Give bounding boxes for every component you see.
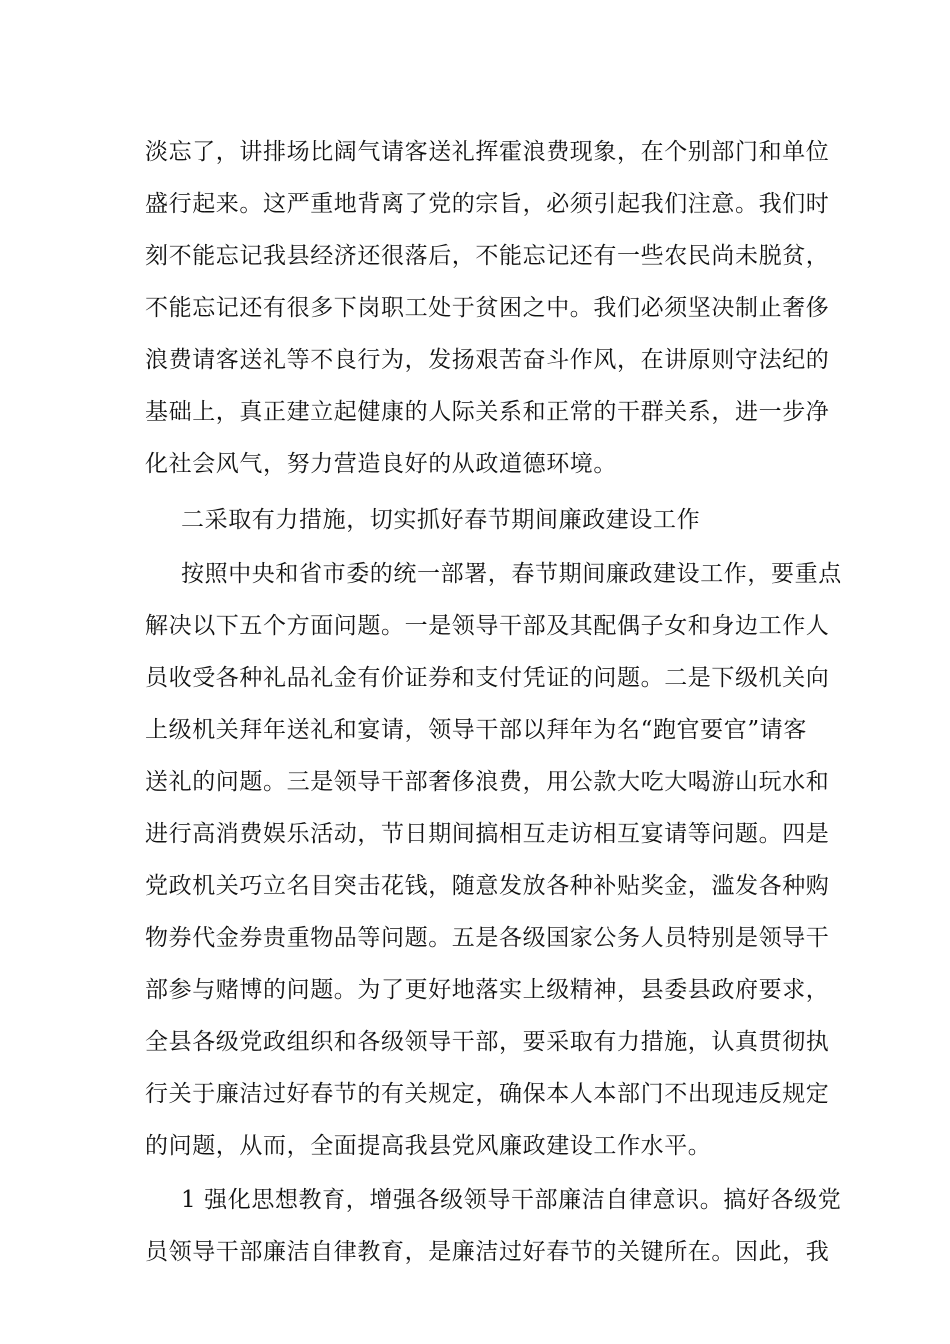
text-line: 全县各级党政组织和各级领导干部，要采取有力措施，认真贯彻执 <box>145 1029 830 1055</box>
text-line: 的问题，从而，全面提高我县党风廉政建设工作水平。 <box>145 1133 712 1159</box>
text-line: 按照中央和省市委的统一部署，春节期间廉政建设工作，要重点 <box>181 561 842 587</box>
section-heading-text: 二采取有力措施，切实抓好春节期间廉政建设工作 <box>181 507 701 533</box>
paragraph-3 <box>145 1174 842 1278</box>
section-heading <box>145 494 805 546</box>
text-line: 盛行起来。这严重地背离了党的宗旨，必须引起我们注意。我们时 <box>145 191 830 217</box>
text-line: 浪费请客送礼等不良行为，发扬艰苦奋斗作风，在讲原则守法纪的 <box>145 347 830 373</box>
text-line: 送礼的问题。三是领导干部奢侈浪费，用公款大吃大喝游山玩水和 <box>145 769 830 795</box>
text-line: 党政机关巧立名目突击花钱，随意发放各种补贴奖金，滥发各种购 <box>145 873 830 899</box>
text-line: 员领导干部廉洁自律教育，是廉洁过好春节的关键所在。因此，我 <box>145 1239 830 1265</box>
text-line: 刻不能忘记我县经济还很落后，不能忘记还有一些农民尚未脱贫， <box>145 243 830 269</box>
text-line: 不能忘记还有很多下岗职工处于贫困之中。我们必须坚决制止奢侈 <box>145 295 830 321</box>
text-line: 淡忘了，讲排场比阔气请客送礼挥霍浪费现象，在个别部门和单位 <box>145 139 830 165</box>
text-line: 基础上，真正建立起健康的人际关系和正常的干群关系，进一步净 <box>145 399 830 425</box>
text-line: 物券代金券贵重物品等问题。五是各级国家公务人员特别是领导干 <box>145 925 830 951</box>
text-line: 上级机关拜年送礼和宴请，领导干部以拜年为名“跑官要官”请客 <box>145 717 807 743</box>
text-line: 1 强化思想教育，增强各级领导干部廉洁自律意识。搞好各级党 <box>181 1187 842 1213</box>
text-line: 行关于廉洁过好春节的有关规定，确保本人本部门不出现违反规定 <box>145 1081 830 1107</box>
text-line: 员收受各种礼品礼金有价证券和支付凭证的问题。二是下级机关向 <box>145 665 830 691</box>
paragraph-1 <box>145 126 830 490</box>
text-line: 解决以下五个方面问题。一是领导干部及其配偶子女和身边工作人 <box>145 613 830 639</box>
text-line: 部参与赌博的问题。为了更好地落实上级精神，县委县政府要求， <box>145 977 830 1003</box>
text-line: 化社会风气，努力营造良好的从政道德环境。 <box>145 451 617 477</box>
text-line: 进行高消费娱乐活动，节日期间搞相互走访相互宴请等问题。四是 <box>145 821 830 847</box>
document-body <box>145 126 842 1278</box>
paragraph-2 <box>145 548 842 1172</box>
